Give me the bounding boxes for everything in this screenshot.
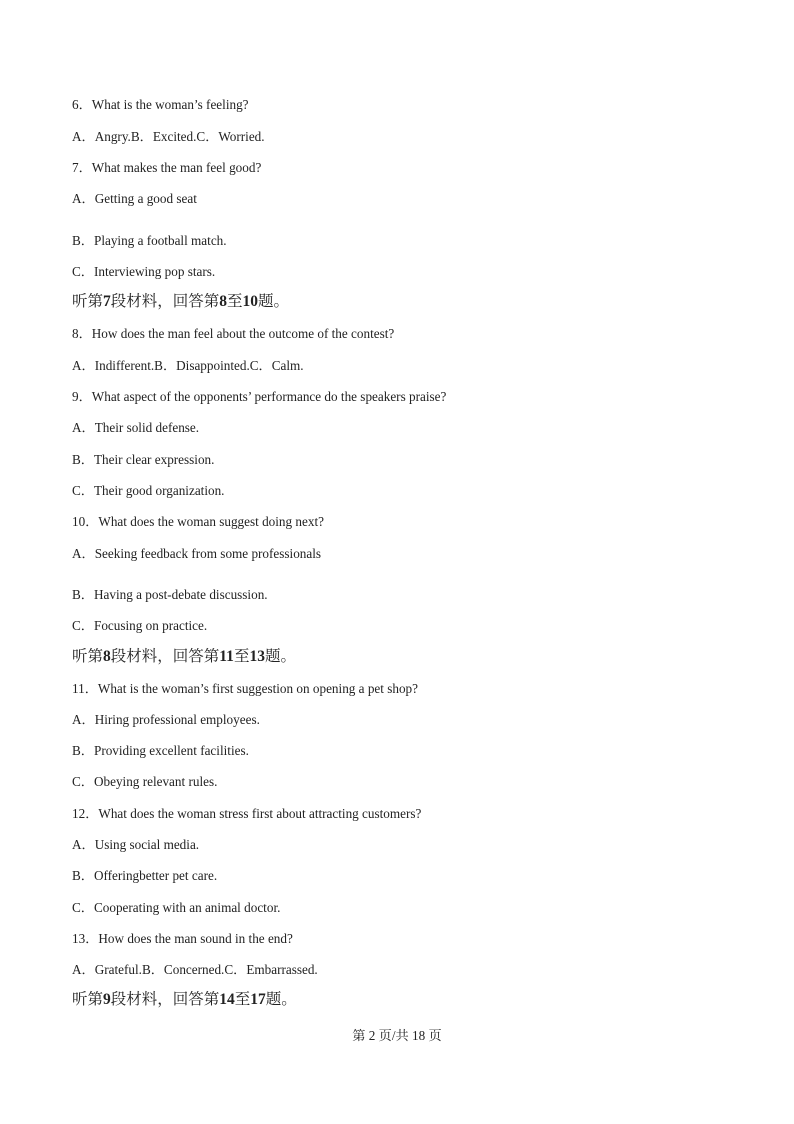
- question-11-option-c: C．Obeying relevant rules.: [72, 774, 218, 789]
- section-8-from: 11: [219, 648, 234, 665]
- section-9-pre: 听第: [72, 991, 104, 1008]
- question-11: 11．What is the woman’s first suggestion on opening a pet shop?: [72, 681, 418, 696]
- section-8-to: 13: [249, 648, 265, 665]
- question-9-option-b: B．Their clear expression.: [72, 452, 215, 467]
- section-7-to-word: 至: [227, 293, 243, 310]
- question-12-option-b: B．Offeringbetter pet care.: [72, 868, 218, 883]
- section-9-to: 17: [250, 991, 266, 1008]
- question-6: 6．What is the woman’s feeling?: [72, 97, 249, 112]
- page-footer: 第 2 页/共 18 页: [352, 1028, 442, 1043]
- question-7-option-c: C．Interviewing pop stars.: [72, 264, 216, 279]
- question-11-option-b: B．Providing excellent facilities.: [72, 743, 249, 758]
- section-9-num: 9: [103, 991, 111, 1008]
- question-12: 12．What does the woman stress first about attracting customers?: [72, 806, 422, 821]
- section-8-pre: 听第: [72, 648, 104, 665]
- section-8-post: 题。: [264, 648, 296, 665]
- question-7-option-b: B．Playing a football match.: [72, 233, 227, 248]
- question-8: 8．How does the man feel about the outcome of the contest?: [72, 326, 395, 341]
- section-9-from: 14: [219, 991, 235, 1008]
- section-9-mid: 段材料，回答第: [110, 991, 220, 1008]
- section-8-mid: 段材料，回答第: [110, 648, 220, 665]
- section-7-pre: 听第: [72, 293, 104, 310]
- question-9: 9．What aspect of the opponents’ performance do the speakers praise?: [72, 389, 447, 404]
- question-9-option-c: C．Their good organization.: [72, 483, 225, 498]
- question-9-option-a: A．Their solid defense.: [72, 420, 200, 435]
- question-8-options: A．Indifferent.B．Disappointed.C．Calm.: [72, 358, 304, 373]
- question-7-option-a: A．Getting a good seat: [72, 191, 197, 206]
- section-9-to-word: 至: [234, 991, 251, 1008]
- question-6-options: A．Angry.B．Excited.C．Worried.: [72, 129, 265, 144]
- question-11-option-a: A．Hiring professional employees.: [72, 712, 260, 727]
- question-7: 7．What makes the man feel good?: [72, 160, 262, 175]
- section-9-heading: [72, 991, 297, 1009]
- question-10-option-c: C．Focusing on practice.: [72, 618, 208, 633]
- section-7-from: 8: [219, 293, 228, 310]
- question-13-options: A．Grateful.B．Concerned.C．Embarrassed.: [72, 962, 318, 977]
- question-10: 10．What does the woman suggest doing next?: [72, 514, 324, 529]
- section-7-to: 10: [242, 293, 259, 310]
- question-12-option-a: A．Using social media.: [72, 837, 200, 852]
- section-8-heading: [72, 648, 296, 666]
- question-10-option-a: A．Seeking feedback from some professionals: [72, 546, 322, 561]
- section-7-num: 7: [103, 293, 111, 310]
- question-13: 13．How does the man sound in the end?: [72, 931, 293, 946]
- section-8-to-word: 至: [233, 648, 250, 665]
- section-8-num: 8: [103, 648, 111, 665]
- section-7-post: 题。: [258, 293, 290, 310]
- question-10-option-b: B．Having a post-debate discussion.: [72, 587, 268, 602]
- question-12-option-c: C．Cooperating with an animal doctor.: [72, 900, 281, 915]
- section-9-post: 题。: [265, 991, 297, 1008]
- section-7-mid: 段材料，回答第: [110, 293, 220, 310]
- section-7-heading: [72, 293, 289, 311]
